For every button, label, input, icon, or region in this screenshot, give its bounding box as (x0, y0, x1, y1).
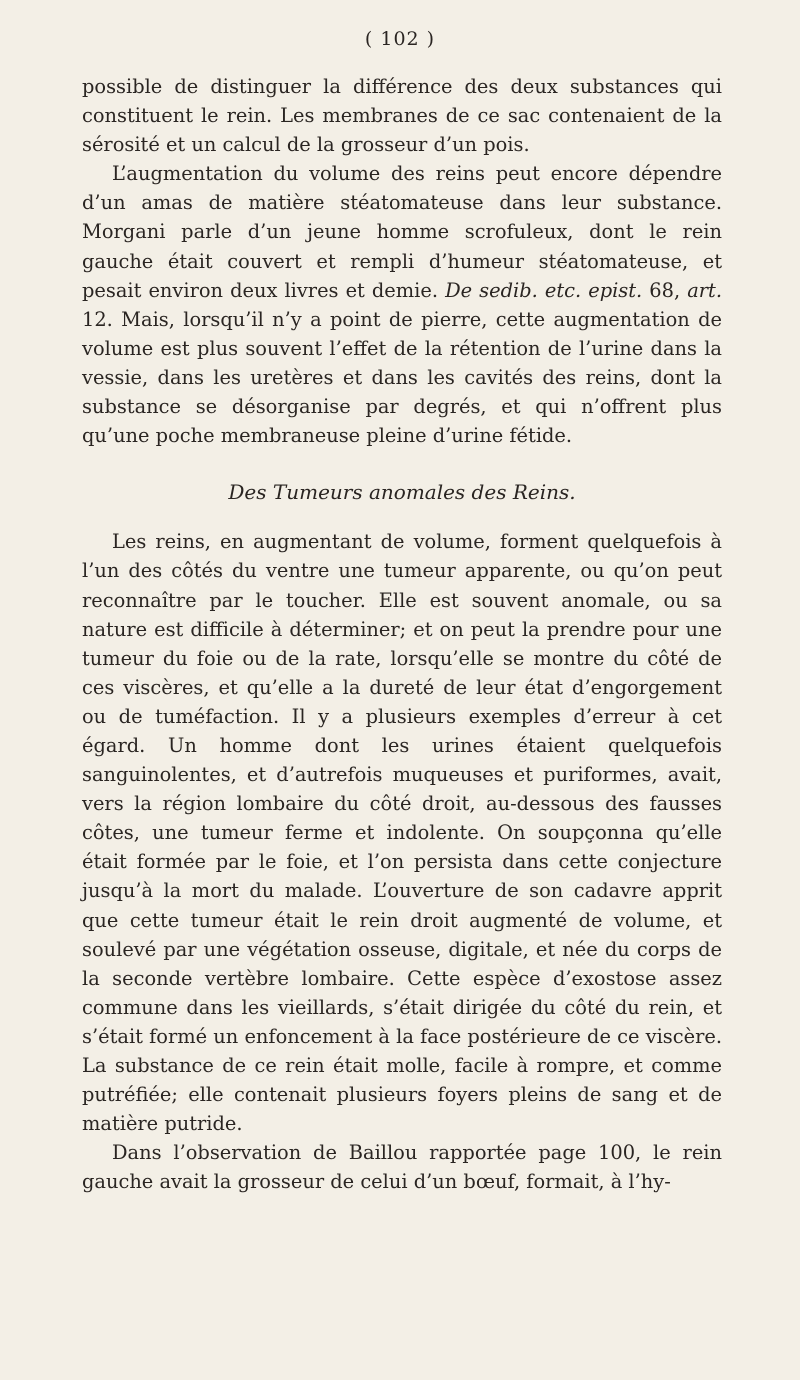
citation-title: De sedib. etc. epist. (445, 278, 643, 302)
paragraph-2-text-a: L’augmentation du volume des reins peut encore dépendre d’un amas de matière stéatomateuse dans leur substance. Morgani parle d’un jeune homme scrofuleux, dont le rein gauche était couvert et rempli d’humeur stéatomateuse, et pesait environ deux livres et demie. (82, 162, 722, 302)
citation-number: 68, (649, 278, 681, 302)
body-text (82, 72, 722, 1196)
paragraph-2-text-b: 12. Mais, lorsqu’il n’y a point de pierre, cette augmentation de volume est plus souvent l’effet de la rétention de l’urine dans la vessie, dans les uretères et dans les cavités des reins, dont la substance se désorganise par degrés, et qui n’offrent plus qu’une poche membraneuse pleine d’urine fétide. (82, 307, 722, 448)
paragraph-3: Les reins, en augmentant de volume, forment quelquefois à l’un des côtés du ventre une tumeur apparente, ou qu’on peut reconnaître par le toucher. Elle est souvent anomale, ou sa nature est difficile à déterminer; et on peut la prendre pour une tumeur du foie ou de la rate, lorsqu’elle se montre du côté de ces viscères, et qu’elle a la dureté de leur état d’engorgement ou de tuméfaction. Il y a plusieurs exemples d’erreur à cet égard. Un homme dont les urines étaient quelquefois sanguinolentes, et d’autrefois muqueuses et puriformes, avait, vers la région lombaire du côté droit, au-dessous des fausses côtes, une tumeur ferme et indolente. On soupçonna qu’elle était formée par le foie, et l’on persista dans cette conjecture jusqu’à la mort du malade. L’ouverture de son cadavre apprit que cette tumeur était le rein droit augmenté de volume, et soulevé par une végétation osseuse, digitale, et née du corps de la seconde vertèbre lombaire. Cette espèce d’exostose assez commune dans les vieillards, s’était dirigée du côté du rein, et s’était formé un enfoncement à la face postérieure de ce viscère. La substance de ce rein était molle, facile à rompre, et comme putréfiée; elle contenait plusieurs foyers pleins de sang et de matière putride. (82, 530, 722, 1136)
paragraph-2 (82, 159, 722, 450)
paragraph-4: Dans l’observation de Baillou rapportée page 100, le rein gauche avait la grosseur de celui d’un bœuf, formait, à l’hy- (82, 1141, 722, 1194)
page-number: ( 102 ) (364, 28, 436, 50)
paragraph-1: possible de distinguer la différence des deux substances qui constituent le rein. Les membranes de ce sac contenaient de la sérosité et un calcul de la grosseur d’un pois. (82, 75, 722, 157)
citation-art: art. (687, 278, 723, 302)
section-heading: Des Tumeurs anomales des Reins. (228, 480, 576, 505)
